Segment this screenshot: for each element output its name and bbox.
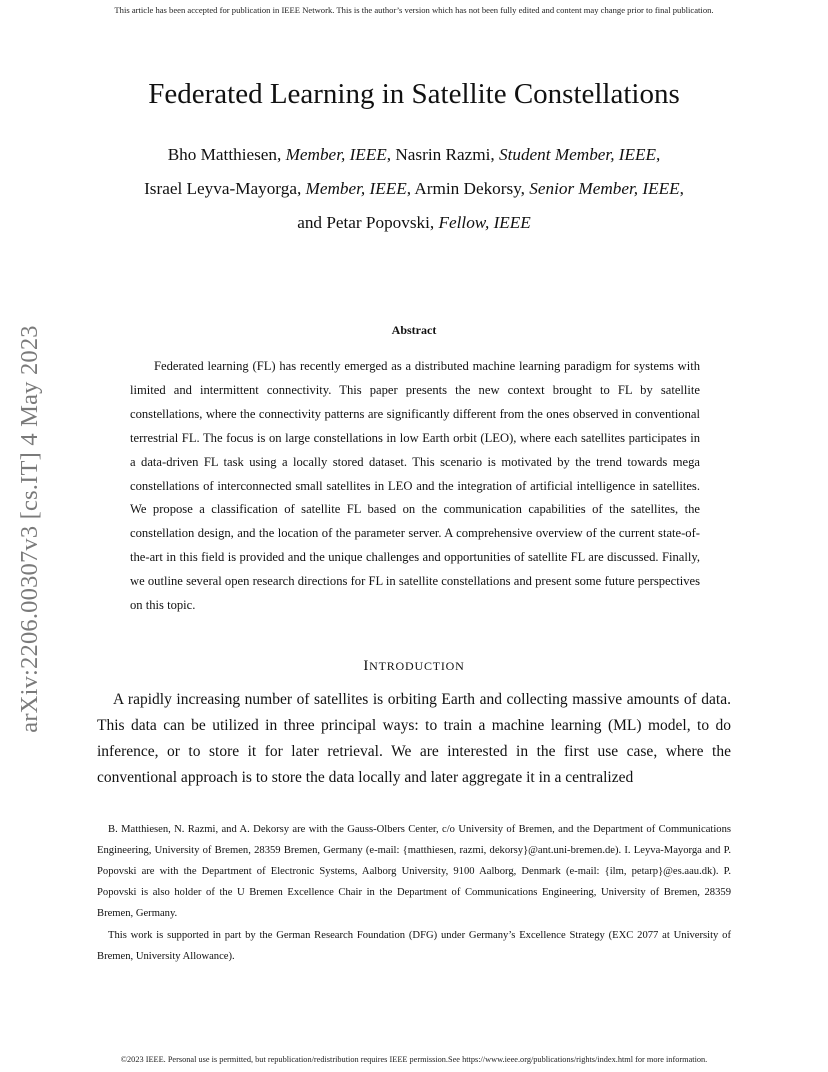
footer-note: ©2023 IEEE. Personal use is permitted, but republication/redistribution requires IEEE permission.See https://www.ieee.org/publications/rights/index.html for more information. <box>120 1055 708 1064</box>
author-name: and Petar Popovski, <box>297 213 439 232</box>
arxiv-stamp: arXiv:2206.00307v3 [cs.IT] 4 May 2023 <box>16 324 43 733</box>
author-name: , <box>679 179 684 198</box>
author-name: , <box>656 145 661 164</box>
footnote-funding: This work is supported in part by the German Research Foundation (DFG) under Germany’s Excellence Strategy (EXC 2077 at University of Bremen, University Allowance). <box>97 930 731 962</box>
author-membership: Student Member, IEEE <box>498 145 657 164</box>
author-block <box>90 138 738 240</box>
author-membership: Member, IEEE <box>305 179 407 198</box>
author-name: , Nasrin Razmi, <box>386 145 499 164</box>
author-membership: Senior Member, IEEE <box>529 179 680 198</box>
introduction-heading-text: INTRODUCTION <box>363 658 465 674</box>
author-membership: Fellow, IEEE <box>438 213 531 232</box>
author-membership: Member, IEEE <box>285 145 387 164</box>
abstract-heading: Abstract <box>391 323 437 337</box>
author-line-1 <box>90 138 738 172</box>
introduction-text: A rapidly increasing number of satellites is orbiting Earth and collecting massive amounts of data. This data can be utilized in three principal ways: to train a machine learning (ML) model, to do inference, or to store it for later retrieval. We are interested in the first use case, where the conventional approach is to store the data locally and later aggregate it in a centralized <box>97 691 731 786</box>
introduction-heading <box>0 658 828 675</box>
arxiv-sidebar <box>10 296 50 761</box>
footnote-affiliations: B. Matthiesen, N. Razmi, and A. Dekorsy are with the Gauss-Olbers Center, c/o University of Bremen, and the Department of Communications Engineering, University of Bremen, 28359 Bremen, Germany (e-mail: {matthiesen, razmi, dekorsy}@ant.uni-bremen.de). I. Leyva-Mayorga and P. Popovski are with the Department of Electronic Systems, Aalborg University, 9100 Aalborg, Denmark (e-mail: {ilm, petarp}@es.aau.dk). P. Popovski is also holder of the U Bremen Excellence Chair in the Department of Communications Engineering, University of Bremen, 28359 Bremen, Germany. <box>97 824 731 919</box>
paper-title: Federated Learning in Satellite Constellations <box>148 78 680 110</box>
author-line-2 <box>90 172 738 206</box>
abstract-text: Federated learning (FL) has recently emerged as a distributed machine learning paradigm for systems with limited and intermittent connectivity. This paper presents the new context brought to FL by satellite constellations, where the connectivity patterns are significantly different from the ones observed in conventional terrestrial FL. The focus is on large constellations in low Earth orbit (LEO), where each satellites participates in a data-driven FL task using a locally stored dataset. This scenario is motivated by the trend towards mega constellations of interconnected small satellites in LEO and the integration of artificial intelligence in satellites. We propose a classification of satellite FL based on the communication capabilities of the satellites, the constellation design, and the location of the parameter server. A comprehensive overview of the current state-of-the-art in this field is provided and the unique challenges and opportunities of satellite FL are discussed. Finally, we outline several open research directions for FL in satellite constellations and present some future perspectives on this topic. <box>130 359 700 613</box>
header-note: This article has been accepted for publication in IEEE Network. This is the author’s version which has not been fully edited and content may change prior to final publication. <box>114 5 714 15</box>
author-name: Israel Leyva-Mayorga, <box>144 179 306 198</box>
author-name: Bho Matthiesen, <box>167 145 286 164</box>
author-line-3 <box>90 206 738 240</box>
author-name: , Armin Dekorsy, <box>406 179 530 198</box>
